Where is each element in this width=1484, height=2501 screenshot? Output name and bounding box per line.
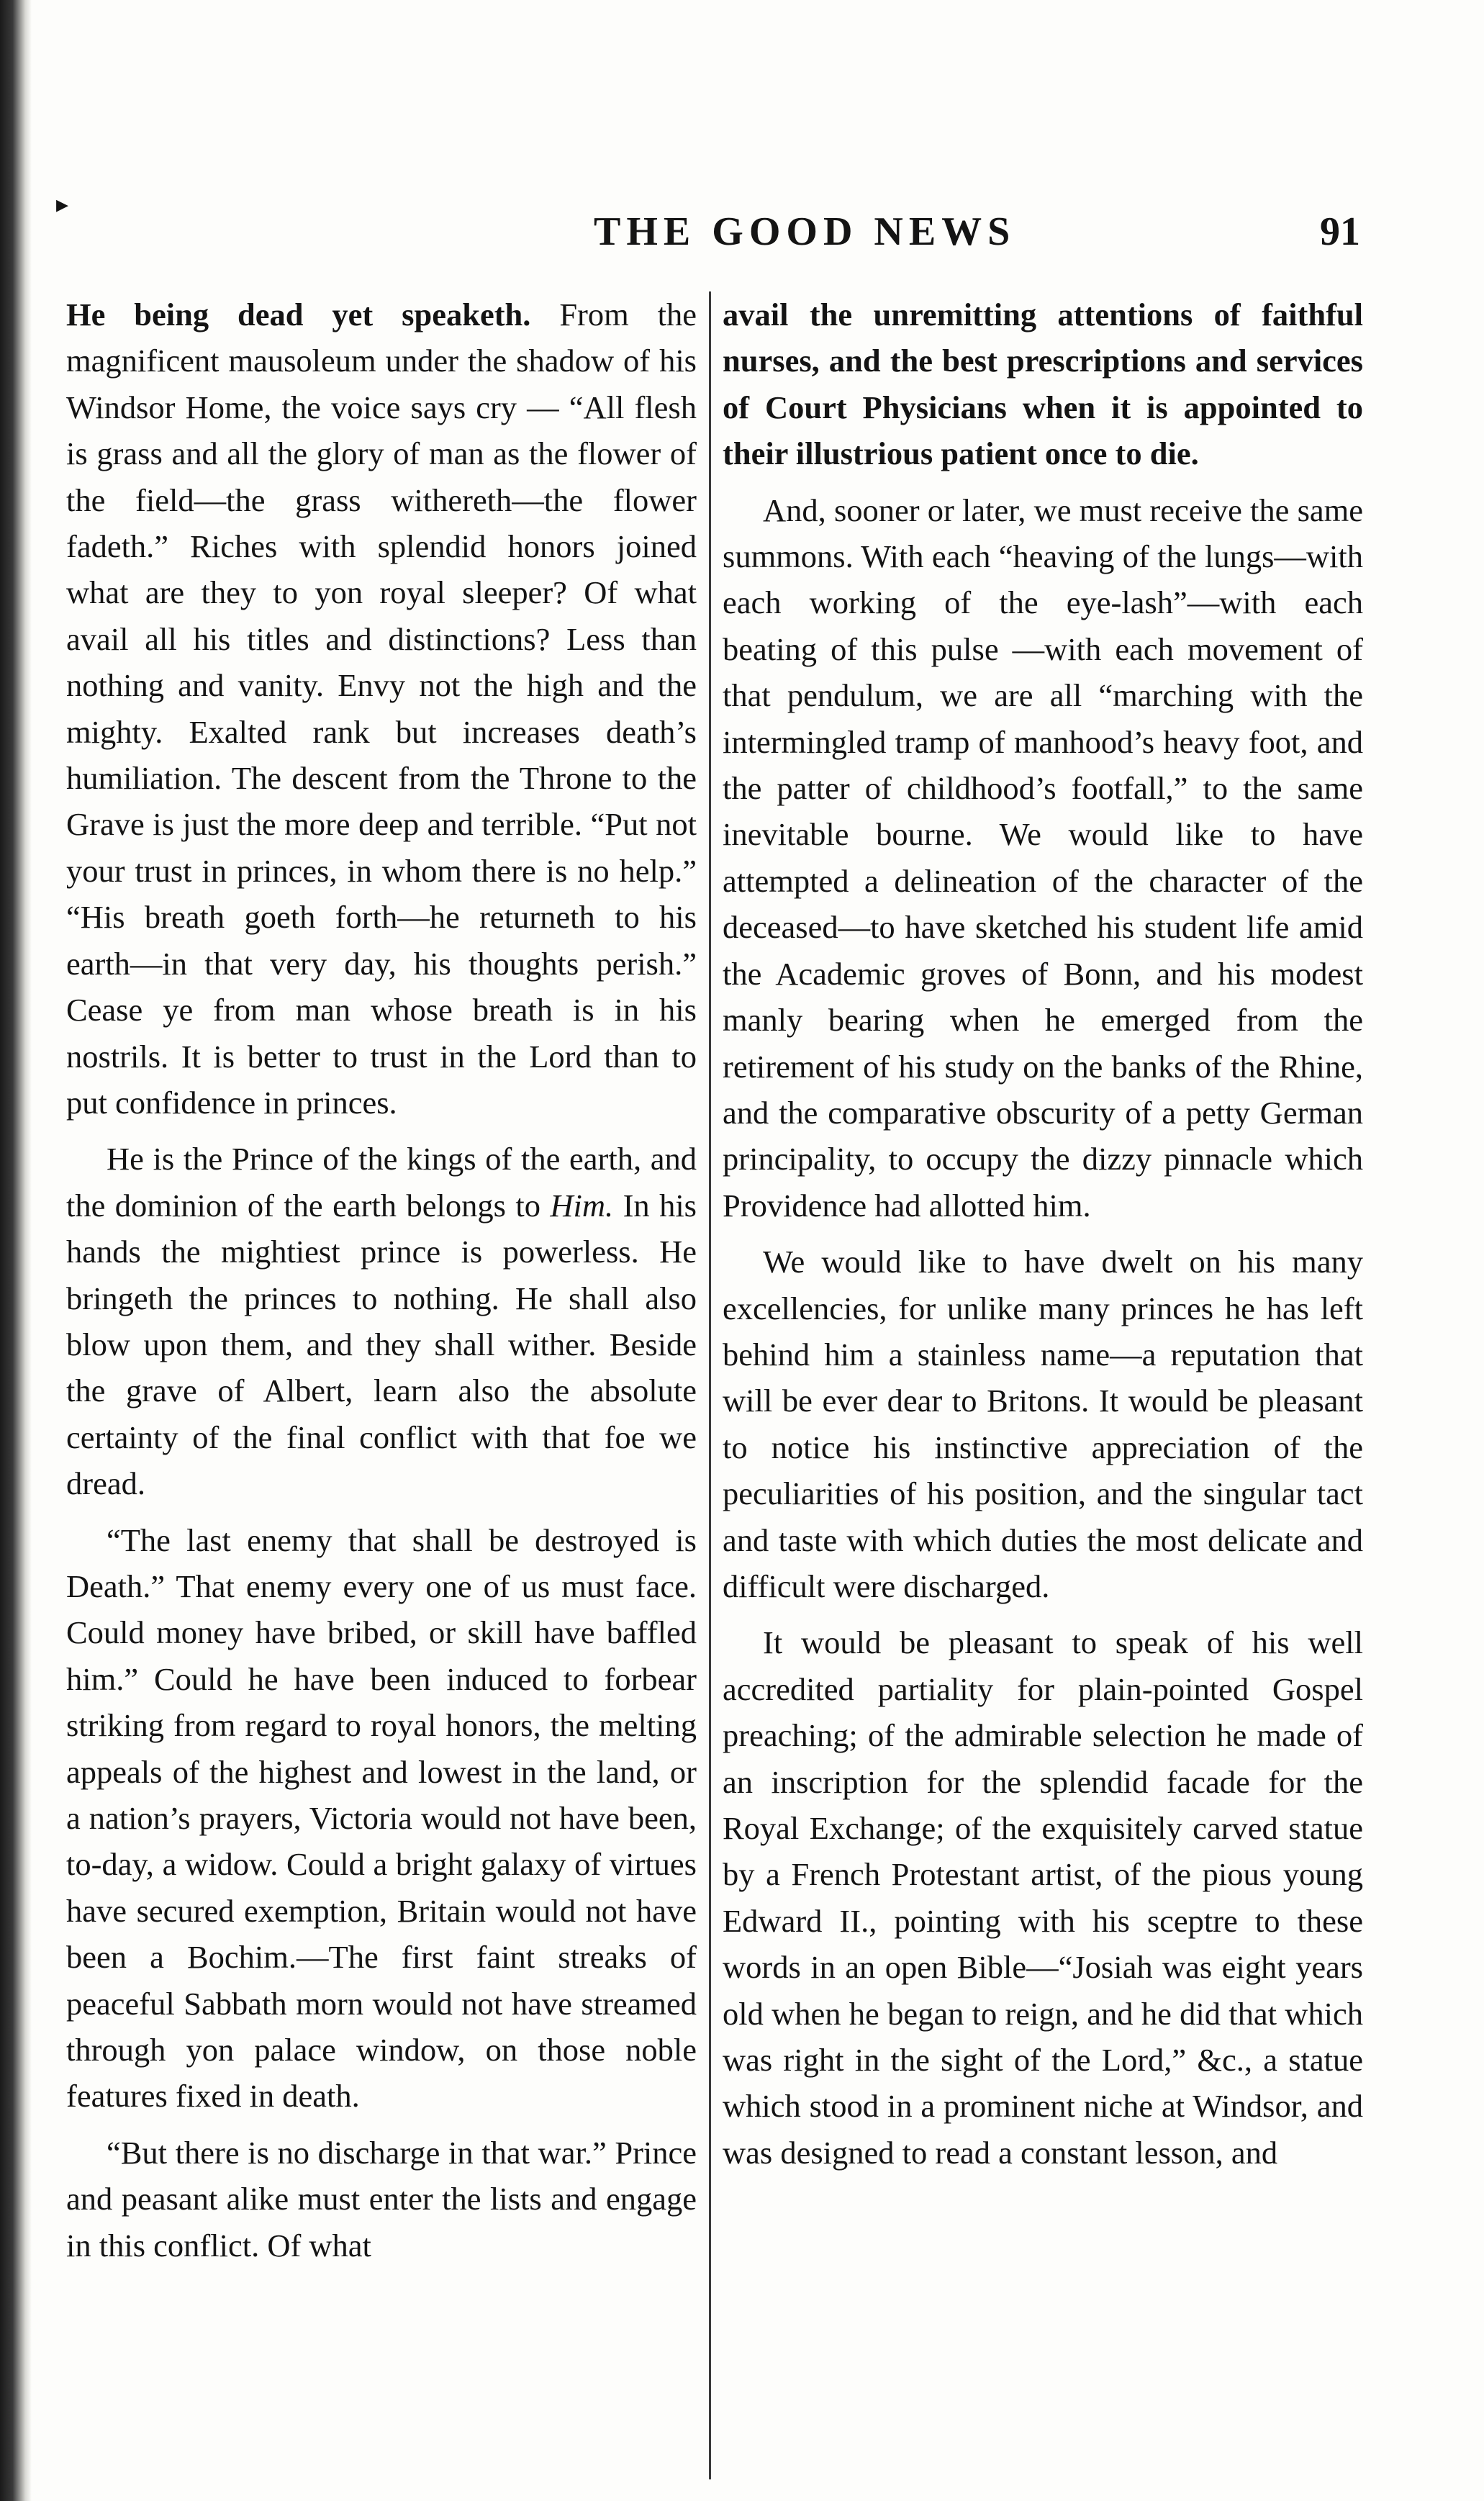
- paragraph: avail the unremitting attentions of faithful nurses, and the best prescriptions and services of Court Physicians when it is appointed to their illustrious patient once to die.: [723, 297, 1363, 472]
- page-number: 91: [1320, 209, 1360, 254]
- paragraph: It would be pleasant to speak of his well accredited partiality for plain-pointed Gospel preaching; of the admirable selection he made of an inscription for the splendid facade for the Royal Exchange; of the exquisitely carved statue by a French Protestant artist, of the pious young Edward II., pointing with his sceptre to these words in an open Bible—“Josiah was eight years old when he began to reign, and he did that which was right in the sight of the Lord,” &c., a statue which stood in a prominent niche at Windsor, and was designed to read a constant lesson, and: [723, 1624, 1363, 2171]
- paragraph-text: In his hands the mightiest prince is powerless. He bringeth the princes to nothing. He shall also blow upon them, and they shall wither. Beside the grave of Albert, learn also the absolute certainty of the final conflict with that foe we dread.: [66, 1187, 697, 1502]
- right-column: [723, 291, 1363, 2186]
- running-title: THE GOOD NEWS: [594, 209, 1016, 254]
- book-binding-shadow: [0, 0, 32, 2501]
- margin-mark: ▸: [56, 191, 69, 218]
- paragraph-lead: He being dead yet speaketh.: [66, 297, 531, 333]
- paragraph: We would like to have dwelt on his many excellencies, for unlike many princes he has left behind him a stainless name—a reputation that will be ever dear to Britons. It would be pleasant to notice his instinctive appreciation of the peculiarities of his position, and the singular tact and taste with which duties the most delicate and difficult were discharged.: [723, 1244, 1363, 1604]
- page-header: [65, 209, 1360, 266]
- left-column: [66, 291, 697, 2279]
- paragraph-text: From the magnificent mausoleum under the shadow of his Windsor Home, the voice says cry — “All flesh is grass and all the glory of man as the flower of the field—the grass withereth—the flower fadeth.” Riches with splendid honors joined what are they to yon royal sleeper? Of what avail all his titles and distinctions? Less than nothing and vanity. Envy not the high and the mighty. Exalted rank but increases death’s humiliation. The descent from the Throne to the Grave is just the more deep and terrible. “Put not your trust in princes, in whom there is no help.” “His breath goeth forth—he returneth to his earth—in that very day, his thoughts perish.” Cease ye from man whose breath is in his nostrils. It is better to trust in the Lord than to put confidence in princes.: [66, 297, 697, 1121]
- paragraph: [66, 1136, 697, 1506]
- paragraph: “But there is no discharge in that war.” Prince and peasant alike must enter the lists and engage in this conflict. Of what: [66, 2134, 697, 2263]
- paragraph: [66, 291, 697, 1126]
- paragraph: “The last enemy that shall be destroyed is Death.” That enemy every one of us must face. Could money have bribed, or skill have baffled him.” Could he have been induced to forbear striking from regard to royal honors, the melting appeals of the highest and lowest in the land, or a nation’s prayers, Victoria would not have been, to-day, a widow. Could a bright galaxy of virtues have secured exemption, Britain would not have been a Bochim.—The first faint streaks of peaceful Sabbath morn would not have streamed through yon palace window, on those noble features fixed in death.: [66, 1521, 697, 2115]
- paragraph: And, sooner or later, we must receive the same summons. With each “heaving of the lungs—with each working of the eye-lash”—with each beating of this pulse —with each movement of that pendulum, we are all “marching with the intermingled tramp of manhood’s heavy foot, and the patter of childhood’s footfall,” to the same inevitable bourne. We would like to have attempted a delineation of the character of the deceased—to have sketched his student life amid the Academic groves of Bonn, and his modest manly bearing when he emerged from the retirement of his study on the banks of the Rhine, and the comparative obscurity of a petty German principality, to occupy the dizzy pinnacle which Providence had allotted him.: [723, 492, 1363, 1224]
- paragraph-text: He is the Prince of the kings of the earth, and the dominion of the earth belongs to: [66, 1141, 697, 1224]
- column-divider: [709, 291, 711, 2479]
- emphasis: Him.: [550, 1187, 614, 1224]
